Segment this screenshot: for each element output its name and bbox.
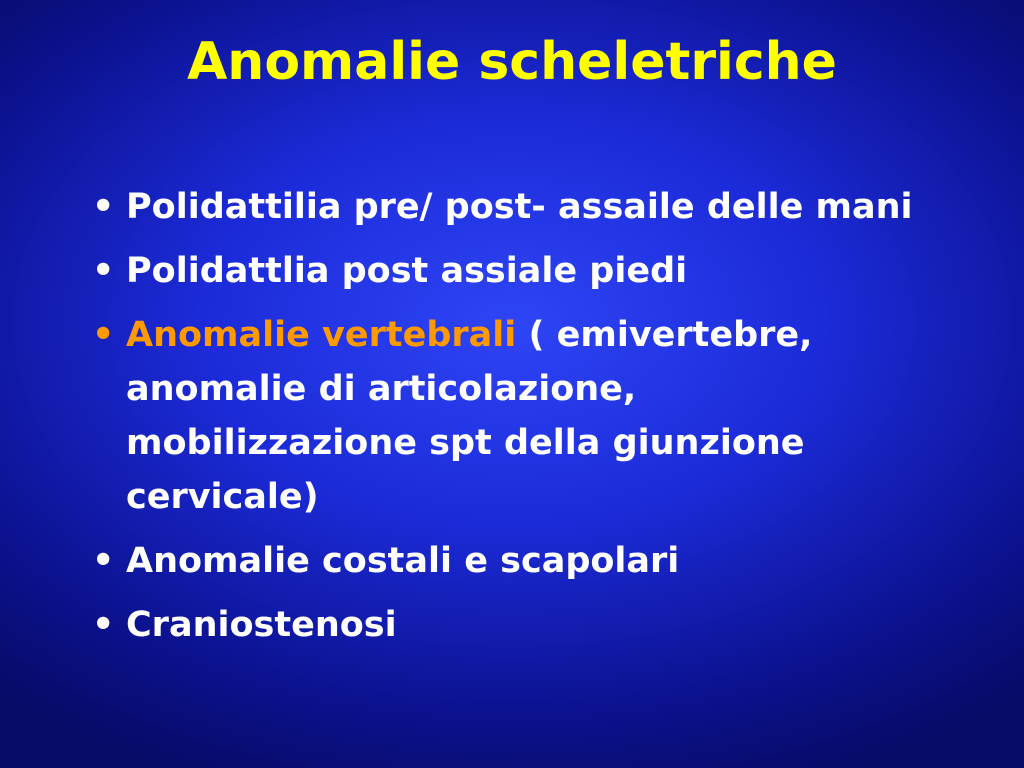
bullet-item-anomalie-vertebrali bbox=[92, 308, 932, 524]
bullet-marker: • bbox=[92, 187, 115, 227]
bullet-text: ( emivertebre, anomalie di articolazione, mobilizzazione spt della giunzione cervicale) bbox=[126, 315, 813, 517]
bullet-list bbox=[92, 180, 932, 662]
bullet-text: Craniostenosi bbox=[126, 605, 397, 645]
bullet-text: Polidattlia post assiale piedi bbox=[126, 251, 688, 291]
bullet-item-polidattilia-piedi bbox=[92, 244, 932, 298]
bullet-marker: • bbox=[92, 541, 115, 581]
bullet-marker: • bbox=[92, 315, 115, 355]
bullet-item-polidattilia-mani bbox=[92, 180, 932, 234]
bullet-highlight-text: Anomalie vertebrali bbox=[126, 315, 517, 355]
bullet-text: Anomalie costali e scapolari bbox=[126, 541, 680, 581]
bullet-text: Polidattilia pre/ post- assaile delle mani bbox=[126, 187, 913, 227]
bullet-marker: • bbox=[92, 605, 115, 645]
slide-title: Anomalie scheletriche bbox=[187, 32, 837, 92]
bullet-item-anomalie-costali bbox=[92, 534, 932, 588]
bullet-item-craniostenosi bbox=[92, 598, 932, 652]
bullet-marker: • bbox=[92, 251, 115, 291]
